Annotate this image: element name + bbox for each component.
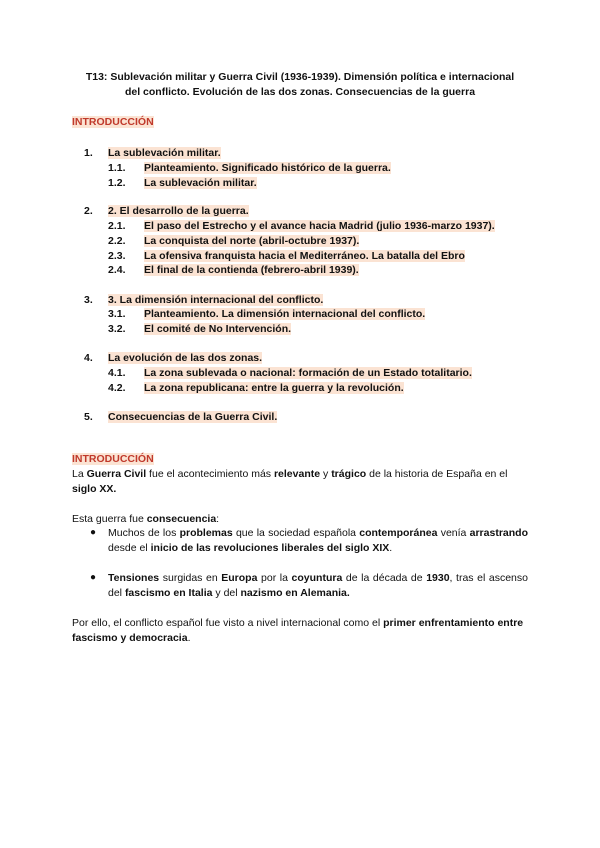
bold-text: contemporánea xyxy=(359,527,438,539)
intro-heading-top xyxy=(72,116,154,128)
text: . xyxy=(389,542,393,554)
title-line-1: T13: Sublevación militar y Guerra Civil (1936-1939). Dimensión política e internacional xyxy=(85,71,515,83)
bold-text: primer enfrentamiento entre fascismo y democracia xyxy=(72,617,524,644)
text: y xyxy=(320,468,332,480)
text: por la xyxy=(257,572,292,584)
bullet-icon: ● xyxy=(90,572,97,583)
text: desde el xyxy=(108,542,151,554)
bold-text: problemas xyxy=(179,527,233,539)
document-title xyxy=(72,70,528,100)
text: . xyxy=(187,632,191,644)
bold-text: nazismo en Alemania. xyxy=(240,587,350,599)
bold-text: coyuntura xyxy=(291,572,343,584)
toc-text: La zona sublevada o nacional: formación de un Estado totalitario. xyxy=(144,367,472,379)
toc-text: La evolución de las dos zonas. xyxy=(108,352,263,364)
toc-num: 1. xyxy=(84,147,93,159)
toc-text: Planteamiento. La dimensión internacional del conflicto. xyxy=(144,308,426,320)
bold-text: trágico xyxy=(331,468,367,480)
toc-num: 3.2. xyxy=(108,323,126,335)
bold-text: 1930 xyxy=(426,572,450,584)
text: surgidas en xyxy=(159,572,222,584)
toc-text: El final de la contienda (febrero-abril 1939). xyxy=(144,264,359,276)
bullet-item-1 xyxy=(108,526,528,556)
toc-num: 1.1. xyxy=(108,162,126,174)
toc-text: Consecuencias de la Guerra Civil. xyxy=(108,411,278,423)
bold-text: siglo XX. xyxy=(72,483,117,495)
paragraph-intro xyxy=(72,467,528,497)
text: , tras el ascenso del xyxy=(108,572,528,599)
intro-heading-body-text: INTRODUCCIÓN xyxy=(72,453,154,465)
toc-text: El comité de No Intervención. xyxy=(144,323,292,335)
text: venía xyxy=(437,527,470,539)
toc-num: 3.1. xyxy=(108,308,126,320)
toc-num: 2.2. xyxy=(108,235,126,247)
toc-num: 1.2. xyxy=(108,177,126,189)
text: fue el acontecimiento más xyxy=(146,468,274,480)
toc-text: 2. El desarrollo de la guerra. xyxy=(108,205,249,217)
toc-num: 2. xyxy=(84,205,93,217)
bold-text: inicio de las revoluciones liberales del siglo XIX xyxy=(150,542,390,554)
toc-text: Planteamiento. Significado histórico de la guerra. xyxy=(144,162,391,174)
paragraph-conclusion xyxy=(72,616,528,646)
text: Por ello, el conflicto español fue visto a nivel internacional como el xyxy=(72,617,384,629)
bold-text: Guerra Civil xyxy=(86,468,147,480)
toc-text: El paso del Estrecho y el avance hacia Madrid (julio 1936-marzo 1937). xyxy=(144,220,495,232)
intro-heading-body xyxy=(72,453,154,465)
bold-text: relevante xyxy=(273,468,321,480)
paragraph-consequence xyxy=(72,512,528,527)
text: que la sociedad española xyxy=(232,527,360,539)
toc-text: La sublevación militar. xyxy=(108,147,221,159)
toc-text: La zona republicana: entre la guerra y la revolución. xyxy=(144,382,404,394)
text: Muchos de los xyxy=(108,527,180,539)
bold-text: Europa xyxy=(221,572,258,584)
text: : xyxy=(216,513,220,525)
text: de la década de xyxy=(342,572,427,584)
toc-num: 4.1. xyxy=(108,367,126,379)
toc-text: 3. La dimensión internacional del conflicto. xyxy=(108,294,324,306)
toc-text: La sublevación militar. xyxy=(144,177,257,189)
bold-text: consecuencia xyxy=(146,513,217,525)
toc-text: La conquista del norte (abril-octubre 1937). xyxy=(144,235,360,247)
toc-num: 2.1. xyxy=(108,220,126,232)
bold-text: Tensiones xyxy=(108,572,160,584)
intro-heading-top-text: INTRODUCCIÓN xyxy=(72,116,154,128)
bold-text: arrastrando xyxy=(469,527,528,539)
text: y del xyxy=(212,587,241,599)
text: de la historia de España en el xyxy=(366,468,508,480)
toc-num: 4. xyxy=(84,352,93,364)
toc-num: 3. xyxy=(84,294,93,306)
toc-num: 4.2. xyxy=(108,382,126,394)
toc-num: 2.4. xyxy=(108,264,126,276)
bullet-icon: ● xyxy=(90,527,97,538)
toc-text: La ofensiva franquista hacia el Mediterráneo. La batalla del Ebro xyxy=(144,250,465,262)
bullet-item-2 xyxy=(108,571,528,601)
toc-num: 5. xyxy=(84,411,93,423)
toc-num: 2.3. xyxy=(108,250,126,262)
text: Esta guerra fue xyxy=(72,513,147,525)
title-line-2: del conflicto. Evolución de las dos zonas. Consecuencias de la guerra xyxy=(124,86,476,98)
text: La xyxy=(72,468,87,480)
bold-text: fascismo en Italia xyxy=(124,587,213,599)
